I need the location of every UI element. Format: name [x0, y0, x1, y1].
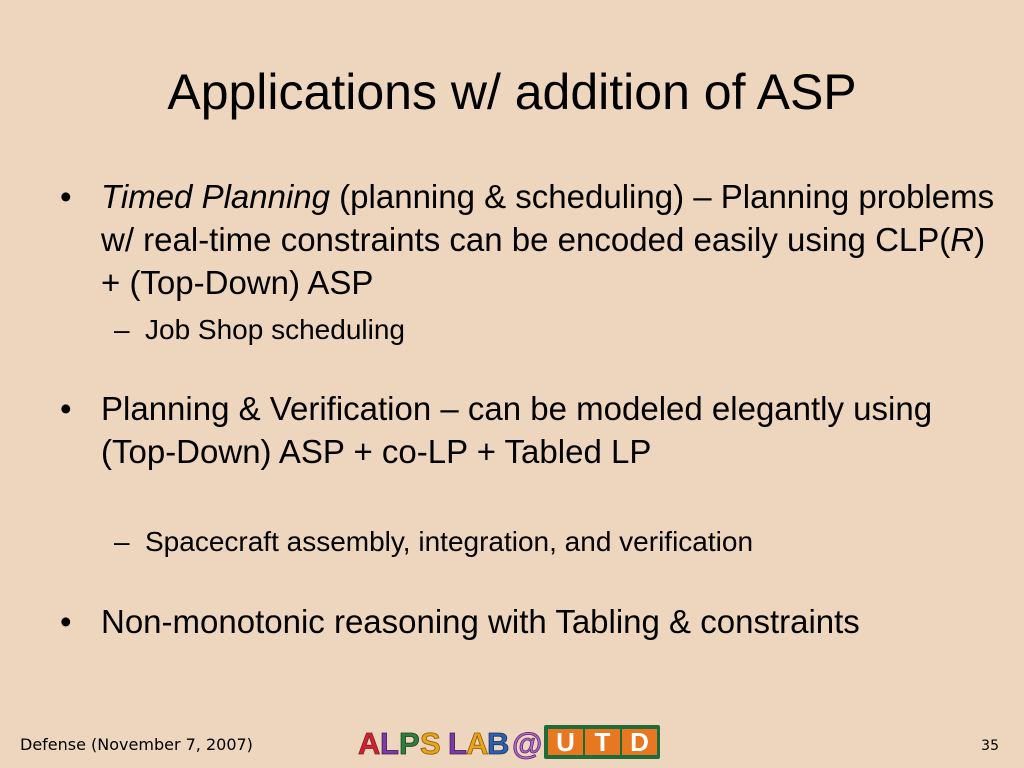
italic-lead: Timed Planning	[101, 178, 331, 215]
sub-bullet-spacecraft: – Spacecraft assembly, integration, and verification	[114, 526, 754, 557]
utd-logo	[544, 725, 660, 759]
logo-at-sign: @	[512, 726, 543, 761]
bullet-icon: •	[60, 390, 72, 427]
bullet-item-timed-planning	[60, 175, 1000, 304]
bullet-item-planning-verification: • Planning & Verification – can be modeled elegantly using (Top-Down) ASP + co-LP + Tabled LP	[60, 387, 1000, 473]
dash-icon: –	[114, 314, 130, 345]
dash-icon: –	[114, 526, 130, 557]
bullet-icon: •	[60, 178, 72, 215]
alps-lab-utd-logo	[344, 720, 664, 764]
utd-letter-d: D	[630, 727, 649, 757]
logo-letter-l: L	[380, 726, 399, 761]
sub-bullet-job-shop: – Job Shop scheduling	[114, 314, 405, 345]
utd-letter-u: U	[556, 727, 575, 757]
footer-date: Defense (November 7, 2007)	[20, 735, 253, 754]
logo-letter-p: P	[399, 726, 420, 761]
logo-letter-l2: L	[448, 726, 467, 761]
bullet-icon: •	[60, 603, 72, 640]
logo-letter-b: B	[487, 726, 510, 761]
logo-letter-a: A	[358, 726, 381, 761]
logo-letter-a2: A	[466, 726, 489, 761]
slide-title: Applications w/ addition of ASP	[167, 64, 857, 120]
bullet-text: Timed Planning (planning & scheduling) – Planning problems w/ real-time constraints can be encoded easily using CLP(R) + (Top-Down) ASP	[101, 178, 995, 301]
bullet-item-non-monotonic: • Non-monotonic reasoning with Tabling & constraints	[60, 600, 1000, 643]
logo-letter-s: S	[420, 726, 441, 761]
page-number: 35	[981, 738, 999, 754]
utd-letter-t: T	[594, 727, 611, 757]
